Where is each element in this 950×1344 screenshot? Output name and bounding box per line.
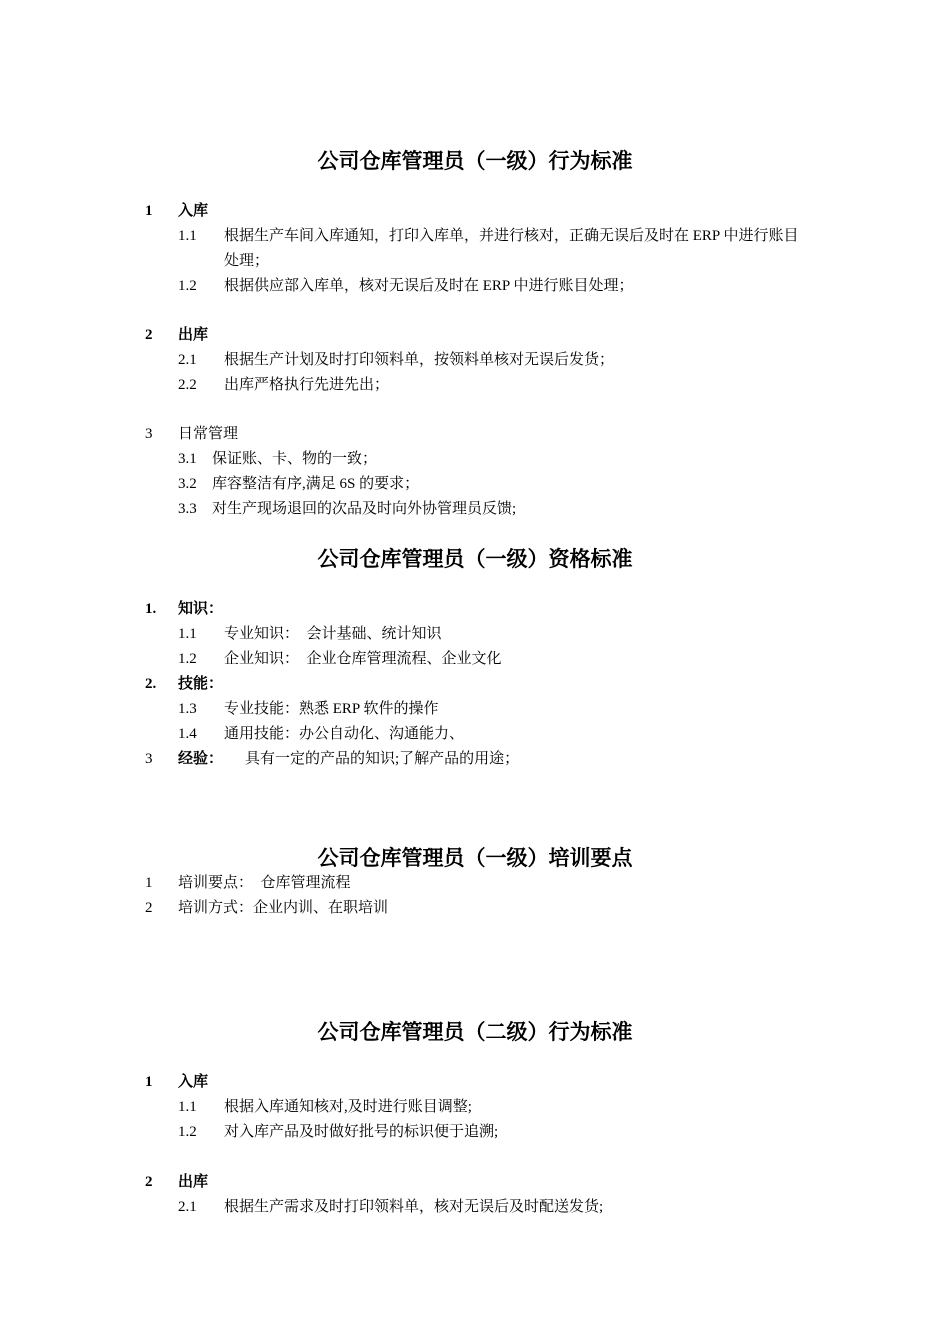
section-title: 公司仓库管理员（一级）资格标准 <box>317 547 633 571</box>
item-text: 根据生产车间入库通知，打印入库单，并进行核对，正确无误后及时在 ERP 中进行账目处理； <box>224 228 799 269</box>
item-text: 根据生产需求及时打印领料单，核对无误后及时配送发货; <box>224 1199 604 1215</box>
item-text: 具有一定的产品的知识;了解产品的用途； <box>245 751 520 767</box>
item-label: 入库 <box>178 1074 209 1090</box>
item-text: 企业知识： 企业仓库管理流程、企业文化 <box>224 651 502 667</box>
item-text: 库容整洁有序,满足 6S 的要求； <box>212 476 420 492</box>
item-text: 专业技能：熟悉 ERP 软件的操作 <box>224 701 439 717</box>
item-number: 1 <box>145 1074 153 1090</box>
item-label: 日常管理 <box>178 426 239 442</box>
item-label: 出库 <box>178 1174 209 1190</box>
item-number: 3 <box>145 426 153 442</box>
item-label: 入库 <box>178 203 209 219</box>
item-number: 1.3 <box>178 701 197 717</box>
item-number: 2 <box>145 1174 153 1190</box>
section-title: 公司仓库管理员（一级）行为标准 <box>317 149 633 173</box>
item-number: 1.2 <box>178 1124 197 1140</box>
item-number: 1.4 <box>178 726 197 742</box>
item-text: 根据入库通知核对,及时进行账目调整; <box>224 1099 472 1115</box>
item-number: 1. <box>145 601 157 617</box>
section-title: 公司仓库管理员（一级）培训要点 <box>317 846 633 870</box>
item-text: 对生产现场退回的次品及时向外协管理员反馈; <box>212 501 517 517</box>
item-text: 保证账、卡、物的一致； <box>212 451 378 467</box>
item-number: 2 <box>145 900 153 916</box>
item-number: 1.2 <box>178 651 197 667</box>
item-label: 出库 <box>178 327 209 343</box>
item-number: 1.1 <box>178 228 197 244</box>
item-number: 1 <box>145 203 153 219</box>
item-number: 3.2 <box>178 476 197 492</box>
item-number: 2.1 <box>178 1199 197 1215</box>
item-text: 根据生产计划及时打印领料单，按领料单核对无误后发货； <box>224 352 615 368</box>
item-number: 1 <box>145 875 153 891</box>
item-label: 技能： <box>178 676 224 692</box>
item-text: 培训方式：企业内训、在职培训 <box>178 900 389 916</box>
item-number: 3 <box>145 751 153 767</box>
item-number: 1.2 <box>178 278 197 294</box>
section-title: 公司仓库管理员（二级）行为标准 <box>317 1020 633 1044</box>
item-text: 专业知识： 会计基础、统计知识 <box>224 626 442 642</box>
item-number: 2.2 <box>178 377 197 393</box>
item-text: 根据供应部入库单，核对无误后及时在 ERP 中进行账目处理； <box>224 278 634 294</box>
item-text: 对入库产品及时做好批号的标识便于追溯; <box>224 1124 499 1140</box>
item-text: 通用技能：办公自动化、沟通能力、 <box>224 726 465 742</box>
item-label: 经验： <box>178 751 224 767</box>
item-number: 3.1 <box>178 451 197 467</box>
item-number: 2 <box>145 327 153 343</box>
item-number: 1.1 <box>178 626 197 642</box>
item-number: 1.1 <box>178 1099 197 1115</box>
item-text: 出库严格执行先进先出； <box>224 377 390 393</box>
item-number: 2.1 <box>178 352 197 368</box>
item-label: 知识： <box>178 601 224 617</box>
item-number: 2. <box>145 676 157 692</box>
item-text: 培训要点： 仓库管理流程 <box>178 875 351 891</box>
item-number: 3.3 <box>178 501 197 517</box>
